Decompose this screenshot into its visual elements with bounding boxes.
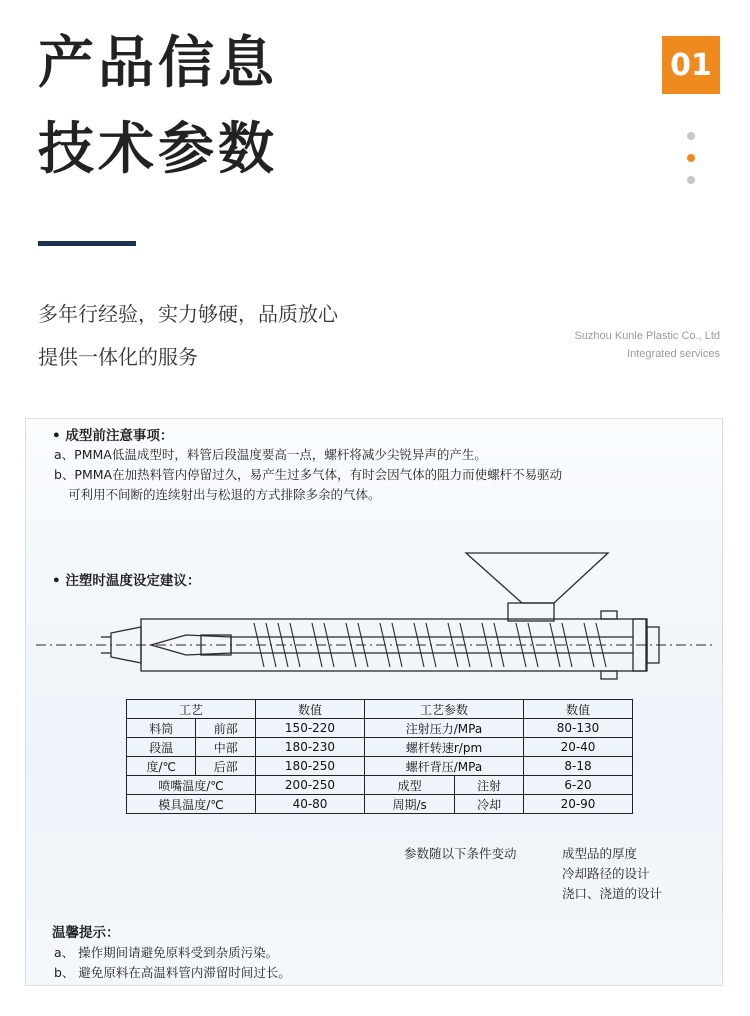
accent-bar [38, 241, 136, 246]
pre-molding-notes-heading: • 成型前注意事项： [52, 428, 174, 444]
table-cell: 80-130 [524, 719, 633, 738]
pager-dot-1 [687, 132, 695, 140]
table-cell: 150-220 [256, 719, 365, 738]
tagline-2: 提供一体化的服务 [38, 345, 198, 369]
table-cell: 冷却 [455, 795, 524, 814]
services-en: Integrated services [627, 348, 720, 360]
condition-item-1: 成型品的厚度 [562, 846, 638, 861]
table-cell: 料筒 [127, 719, 196, 738]
table-row [127, 719, 633, 738]
table-header: 数值 [256, 700, 365, 719]
screw-barrel-diagram [26, 547, 722, 687]
table-cell: 喷嘴温度/℃ [127, 776, 256, 795]
table-cell: 8-18 [524, 757, 633, 776]
pager-dot-3 [687, 176, 695, 184]
section-number-badge: 01 [662, 36, 720, 94]
table-cell: 后部 [196, 757, 256, 776]
note-a: a、PMMA低温成型时，料管后段温度要高一点，螺杆将减少尖锐异声的产生。 [54, 447, 487, 462]
condition-item-3: 浇口、浇道的设计 [562, 886, 663, 901]
table-cell: 周期/s [365, 795, 455, 814]
table-row [127, 795, 633, 814]
table-cell: 注射压力/MPa [365, 719, 524, 738]
technical-parameters-panel [25, 418, 723, 986]
title-line-2: 技术参数 [38, 117, 278, 182]
table-header: 工艺 [127, 700, 256, 719]
tip-a: a、 操作期间请避免原料受到杂质污染。 [54, 945, 279, 960]
table-cell: 螺杆背压/MPa [365, 757, 524, 776]
tagline-1: 多年行经验，实力够硬，品质放心 [38, 302, 338, 326]
table-cell: 段温 [127, 738, 196, 757]
table-cell: 20-40 [524, 738, 633, 757]
table-cell: 20-90 [524, 795, 633, 814]
hopper-icon [466, 553, 608, 603]
table-cell: 200-250 [256, 776, 365, 795]
table-cell: 螺杆转速r/pm [365, 738, 524, 757]
table-header-row [127, 700, 633, 719]
table-cell: 模具温度/℃ [127, 795, 256, 814]
table-header: 数值 [524, 700, 633, 719]
note-b-continued: 可利用不间断的连续射出与松退的方式排除多余的气体。 [68, 487, 381, 502]
table-cell: 度/℃ [127, 757, 196, 776]
table-header: 工艺参数 [365, 700, 524, 719]
condition-item-2: 冷却路径的设计 [562, 866, 650, 881]
company-name-en: Suzhou Kunle Plastic Co., Ltd [574, 330, 720, 342]
table-cell: 180-230 [256, 738, 365, 757]
temperature-setting-heading: • 注塑时温度设定建议： [52, 573, 201, 589]
conditions-label: 参数随以下条件变动 [404, 846, 517, 861]
table-cell: 注射 [455, 776, 524, 795]
table-row [127, 776, 633, 795]
table-row [127, 738, 633, 757]
table-cell: 6-20 [524, 776, 633, 795]
table-cell: 40-80 [256, 795, 365, 814]
pager-dot-2-active [687, 154, 695, 162]
table-cell: 成型 [365, 776, 455, 795]
table-cell: 前部 [196, 719, 256, 738]
process-parameter-table [126, 699, 633, 814]
tips-heading: 温馨提示： [52, 925, 120, 941]
tip-b: b、 避免原料在高温料管内滞留时间过长。 [54, 965, 291, 980]
table-cell: 中部 [196, 738, 256, 757]
table-cell: 180-250 [256, 757, 365, 776]
title-line-1: 产品信息 [38, 31, 278, 96]
table-row [127, 757, 633, 776]
note-b: b、PMMA在加热料管内停留过久，易产生过多气体，有时会因气体的阻力而使螺杆不易驱动 [54, 467, 563, 482]
